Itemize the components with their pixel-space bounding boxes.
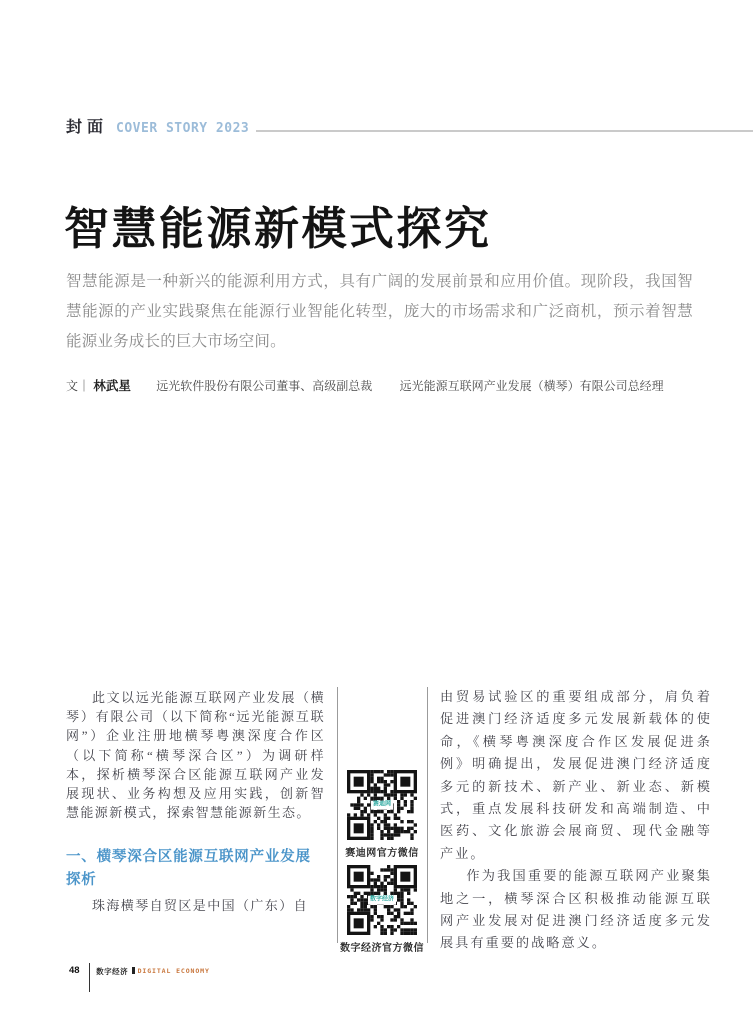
magazine-name-zh: 数字经济: [96, 967, 129, 976]
magazine-name-en: DIGITAL ECONOMY: [137, 967, 210, 975]
section-kicker: [66, 114, 249, 137]
author-name: 林武星: [93, 379, 131, 393]
article-title: 智慧能源新模式探究: [64, 203, 492, 255]
author-role-2: 远光能源互联网产业发展（横琴）有限公司总经理: [399, 379, 664, 393]
body-column-right: [440, 686, 712, 955]
page-number: 48: [69, 965, 80, 976]
footer-divider: [89, 963, 91, 992]
byline: [66, 376, 664, 394]
section-label-zh: 封面: [66, 119, 109, 136]
qr-panel: [339, 688, 425, 960]
header-rule: [256, 130, 753, 132]
body-column-left: [66, 688, 325, 916]
qr-center-logo: 数字经济: [369, 896, 395, 903]
paragraph: 珠海横琴自贸区是中国（广东）自: [92, 898, 309, 914]
author-role-1: 远光软件股份有限公司董事、高级副总裁: [156, 379, 373, 393]
qr-code-digital-economy: [347, 865, 417, 935]
column-divider-left: [337, 687, 338, 943]
footer-separator: [132, 967, 135, 974]
section-heading: 一、横琴深合区能源互联网产业发展探析: [66, 849, 311, 889]
column-divider-right: [427, 687, 428, 943]
qr-caption: 赛迪网官方微信: [345, 848, 419, 859]
qr-center-logo: 赛迪网: [372, 801, 392, 808]
paragraph: 作为我国重要的能源互联网产业聚集地之一，横琴深合区积极推动能源互联网产业发展对促进澳门经济适度多元发展具有重要的战略意义。: [440, 868, 712, 951]
paragraph: 由贸易试验区的重要组成部分，肩负着促进澳门经济适度多元发展新载体的使命，《横琴粤澳深度合作区发展促进条例》明确提出，发展促进澳门经济适度多元的新技术、新产业、新业态、新模式，重点发展科技研发和高端制造、中医药、文化旅游会展商贸、现代金融等产业。: [440, 689, 712, 861]
article-abstract: 智慧能源是一种新兴的能源利用方式，具有广阔的发展前景和应用价值。现阶段，我国智慧能源的产业实践聚焦在能源行业智能化转型，庞大的市场需求和广泛商机，预示着智慧能源业务成长的巨大市场空间。: [66, 272, 693, 350]
byline-prefix: 文｜: [66, 379, 91, 393]
page-footer: [69, 963, 210, 992]
qr-caption: 数字经济官方微信: [340, 943, 424, 954]
paragraph: 此文以远光能源互联网产业发展（横琴）有限公司（以下简称“远光能源互联网”）企业注册地横琴粤澳深度合作区（以下简称“横琴深合区”）为调研样本，探析横琴深合区能源互联网产业发展现状、业务构想及应用实践，创新智慧能源新模式，探索智慧能源新生态。: [66, 690, 325, 821]
section-label-en: COVER STORY 2023: [116, 121, 250, 136]
qr-code-saidi: [347, 770, 417, 840]
